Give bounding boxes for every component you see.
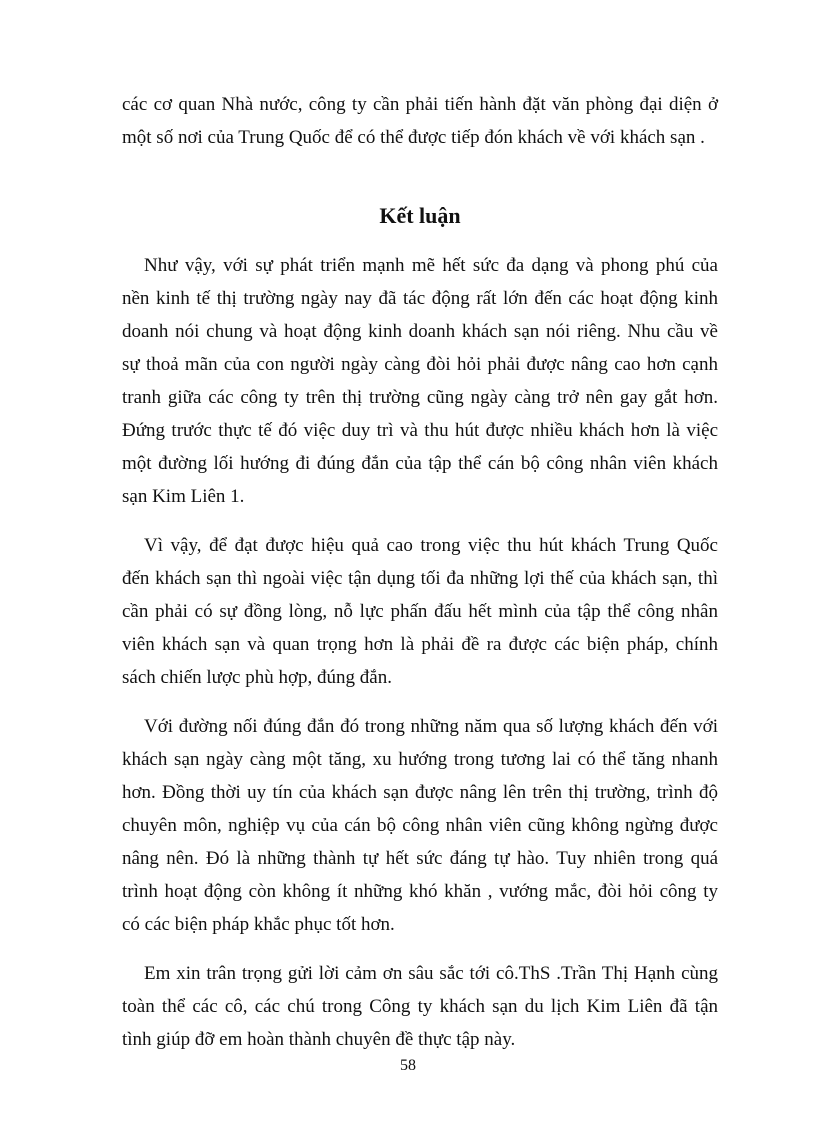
page-number: 58 (400, 1057, 416, 1074)
paragraph-1 (122, 249, 718, 513)
text-line: sách chiến lược phù hợp, đúng đắn. (122, 667, 392, 688)
text-line: có các biện pháp khắc phục tốt hơn. (122, 914, 395, 935)
text-line: nền kinh tế thị trường ngày nay đã tác động rất lớn đến các hoạt động kinh (122, 288, 718, 309)
paragraph-4 (122, 957, 718, 1056)
text-line: doanh nói chung và hoạt động kinh doanh khách sạn nói riêng. Nhu cầu về (122, 321, 718, 342)
text-line: sự thoả mãn của con người ngày càng đòi hỏi phải được nâng cao hơn cạnh (122, 354, 718, 375)
text-line: trình hoạt động còn không ít những khó khăn , vướng mắc, đòi hỏi công ty (122, 881, 718, 902)
text-line: tranh giữa các công ty trên thị trường cũng ngày càng trở nên gay gắt hơn. (122, 387, 718, 408)
text-line: hơn. Đồng thời uy tín của khách sạn được nâng lên trên thị trường, trình độ (122, 782, 718, 803)
text-line: cần phải có sự đồng lòng, nỗ lực phấn đấu hết mình của tập thể công nhân (122, 601, 718, 622)
section-heading: Kết luận (379, 203, 461, 228)
text-line: khách sạn ngày càng một tăng, xu hướng trong tương lai có thể tăng nhanh (122, 749, 718, 770)
paragraph-2 (122, 529, 718, 694)
text-line: Em xin trân trọng gửi lời cảm ơn sâu sắc tới cô.ThS .Trần Thị Hạnh cùng (144, 963, 718, 984)
text-line: Đứng trước thực tế đó việc duy trì và thu hút được nhiều khách hơn là việc (122, 420, 718, 441)
text-line: sạn Kim Liên 1. (122, 486, 245, 507)
text-line: một đường lối hướng đi đúng đắn của tập thể cán bộ công nhân viên khách (122, 453, 718, 474)
text-line: Vì vậy, để đạt được hiệu quả cao trong việc thu hút khách Trung Quốc (144, 535, 718, 556)
text-line: chuyên môn, nghiệp vụ của cán bộ công nhân viên cũng không ngừng được (122, 815, 718, 836)
paragraph-3 (122, 710, 718, 941)
text-line: nâng nên. Đó là những thành tự hết sức đáng tự hào. Tuy nhiên trong quá (122, 848, 718, 869)
text-line: Như vậy, với sự phát triển mạnh mẽ hết sức đa dạng và phong phú của (144, 255, 718, 276)
text-line: tình giúp đỡ em hoàn thành chuyên đề thực tập này. (122, 1029, 516, 1050)
text-line: một số nơi của Trung Quốc để có thể được tiếp đón khách về với khách sạn . (122, 127, 705, 148)
text-line: Với đường nối đúng đắn đó trong những năm qua số lượng khách đến với (144, 716, 718, 737)
text-line: các cơ quan Nhà nước, công ty cần phải tiến hành đặt văn phòng đại diện ở (122, 94, 718, 115)
text-line: viên khách sạn và quan trọng hơn là phải đề ra được các biện pháp, chính (122, 634, 718, 655)
document-page (122, 88, 718, 1056)
text-line: đến khách sạn thì ngoài việc tận dụng tối đa những lợi thế của khách sạn, thì (122, 568, 718, 589)
intro-paragraph (122, 88, 718, 154)
text-line: toàn thể các cô, các chú trong Công ty khách sạn du lịch Kim Liên đã tận (122, 996, 718, 1017)
